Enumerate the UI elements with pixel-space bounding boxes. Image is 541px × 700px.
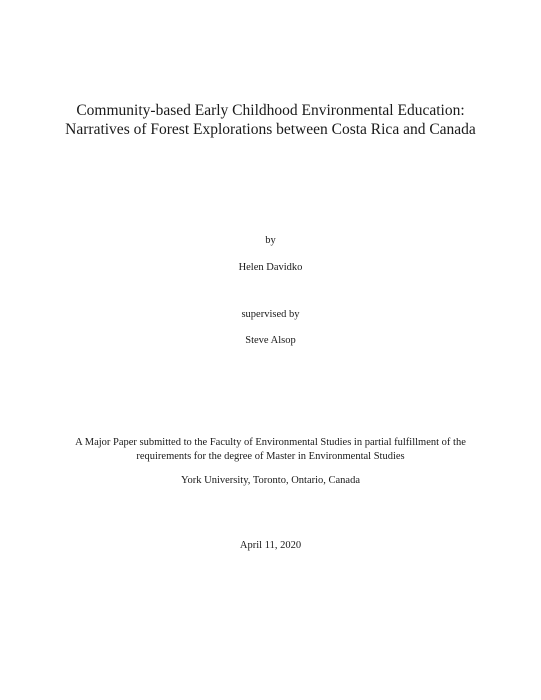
supervised-by-label: supervised by (241, 309, 300, 320)
submission-statement-line-1: A Major Paper submitted to the Faculty of Environmental Studies in partial fulfillment of the (75, 437, 466, 448)
institution: York University, Toronto, Ontario, Canada (180, 475, 360, 486)
paper-title-line-1: Community-based Early Childhood Environmental Education: (76, 102, 465, 119)
by-label: by (265, 235, 276, 246)
submission-date: April 11, 2020 (239, 540, 302, 551)
supervisor-name: Steve Alsop (245, 335, 296, 346)
submission-statement-line-2: requirements for the degree of Master in Environmental Studies (136, 451, 405, 462)
author-name: Helen Davidko (238, 262, 303, 273)
paper-title-line-2: Narratives of Forest Explorations between Costa Rica and Canada (65, 121, 476, 138)
